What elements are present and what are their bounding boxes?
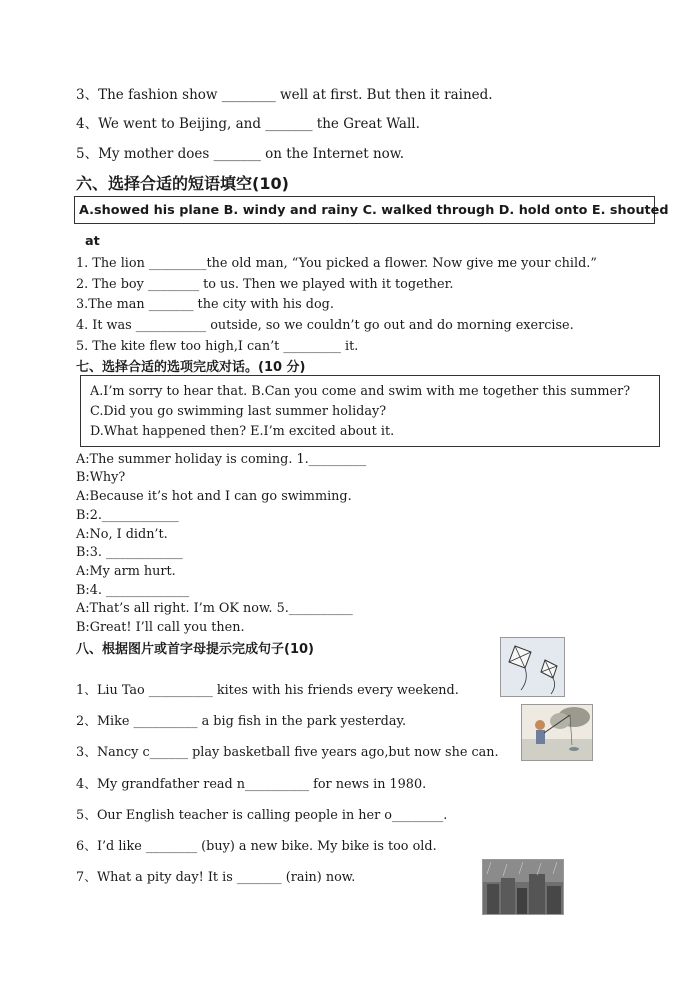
section-8-title: 八、根据图片或首字母提示完成句子(10) — [76, 642, 314, 657]
s8-item-6: 6、I’d like ________ (buy) a new bike. My bike is too old. — [76, 839, 437, 854]
question-5: 5、My mother does _______ on the Internet now. — [76, 146, 405, 162]
section-7-title: 七、选择合适的选项完成对话。(10 分) — [76, 360, 306, 375]
rainy-city-image — [482, 859, 564, 915]
section-6-title: 六、选择合适的短语填空(10) — [76, 174, 289, 193]
s7-option-line-2: C.Did you go swimming last summer holiday? — [90, 404, 387, 419]
dialogue-line: B:Why? — [76, 470, 126, 485]
dialogue-line: B:3. ____________ — [76, 545, 183, 560]
section-7-options-box — [80, 375, 660, 447]
dialogue-line: A:The summer holiday is coming. 1._________ — [76, 452, 367, 467]
question-3: 3、The fashion show ________ well at first. But then it rained. — [76, 87, 493, 103]
s6-item-3: 3.The man _______ the city with his dog. — [76, 297, 334, 312]
dialogue-line: A:No, I didn’t. — [76, 527, 168, 542]
s6-item-4: 4. It was ___________ outside, so we couldn’t go out and do morning exercise. — [76, 318, 574, 333]
dialogue-line: B:2.____________ — [76, 508, 179, 523]
dialogue-line: B:Great! I’ll call you then. — [76, 620, 245, 635]
s8-item-2: 2、Mike __________ a big fish in the park yesterday. — [76, 714, 407, 729]
s6-item-5: 5. The kite flew too high,I can’t _________ it. — [76, 339, 359, 354]
section-6-options-cont: at — [85, 234, 100, 249]
s6-item-2: 2. The boy ________ to us. Then we played with it together. — [76, 277, 454, 292]
dialogue-line: A:Because it’s hot and I can go swimming. — [76, 489, 352, 504]
section-6-options: A.showed his plane B. windy and rainy C. walked through D. hold onto E. shouted — [79, 203, 669, 218]
s8-item-1: 1、Liu Tao __________ kites with his friends every weekend. — [76, 683, 459, 698]
dialogue-line: A:My arm hurt. — [76, 564, 176, 579]
s7-option-line-3: D.What happened then? E.I’m excited about it. — [90, 424, 395, 439]
fishing-image — [521, 704, 593, 761]
s6-item-1: 1. The lion _________the old man, “You picked a flower. Now give me your child.” — [76, 256, 597, 271]
section-6-options-box — [74, 196, 669, 224]
dialogue-line: B:4. _____________ — [76, 583, 190, 598]
question-4: 4、We went to Beijing, and _______ the Great Wall. — [76, 116, 420, 132]
kites-image — [500, 637, 565, 697]
s7-option-line-1: A.I’m sorry to hear that. B.Can you come and swim with me together this summer? — [90, 384, 631, 399]
s8-item-5: 5、Our English teacher is calling people in her o________. — [76, 808, 448, 823]
s8-item-7: 7、What a pity day! It is _______ (rain) now. — [76, 870, 356, 885]
s8-item-3: 3、Nancy c______ play basketball five years ago,but now she can. — [76, 745, 499, 760]
dialogue-line: A:That’s all right. I’m OK now. 5.__________ — [76, 601, 353, 616]
s8-item-4: 4、My grandfather read n__________ for news in 1980. — [76, 777, 427, 792]
